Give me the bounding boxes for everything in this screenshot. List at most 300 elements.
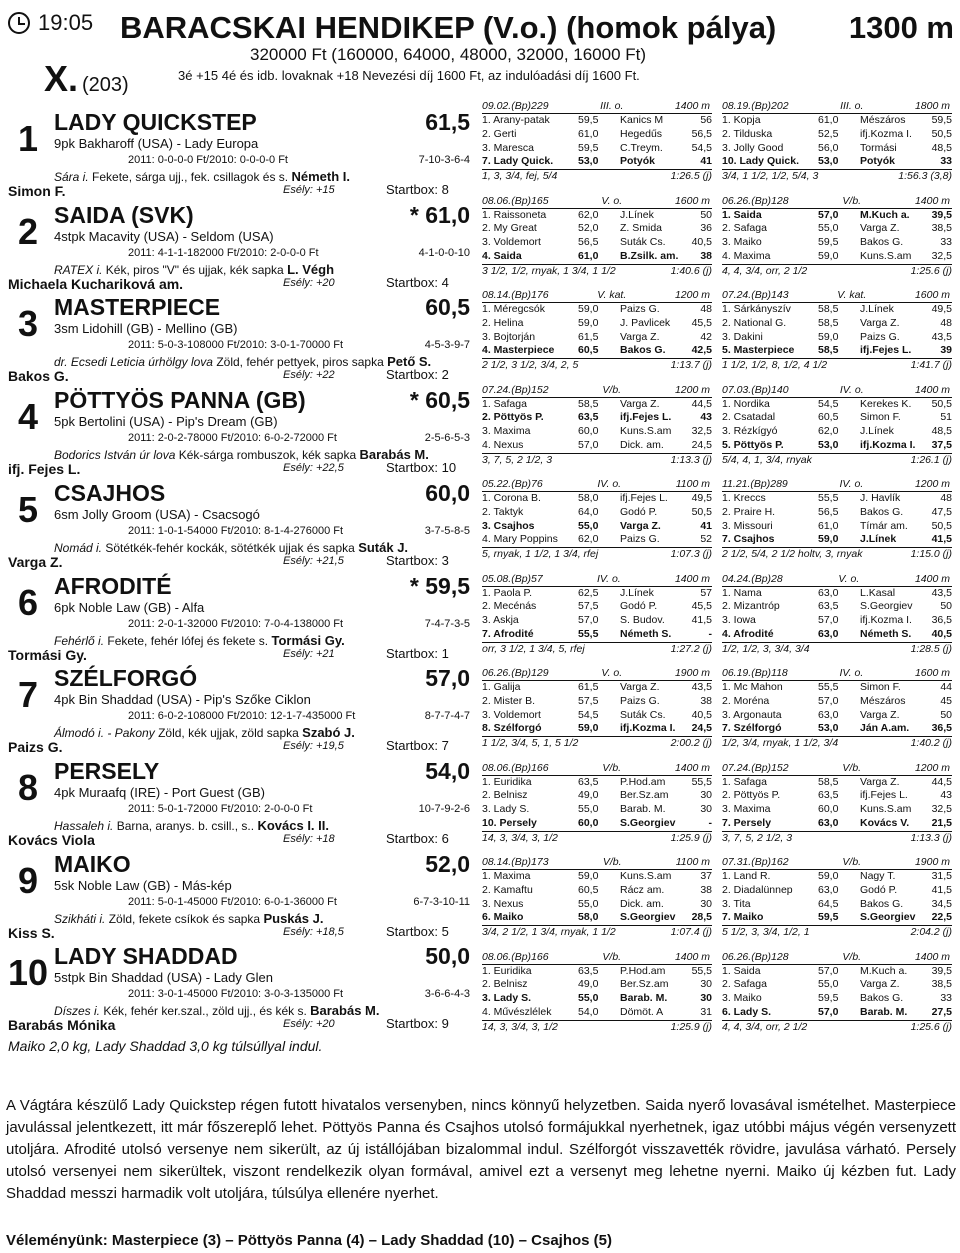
result-jockey: Németh S. — [620, 627, 672, 640]
horse-stats — [128, 525, 470, 537]
result-horse: 2. Csatadal — [722, 411, 776, 424]
result-header — [482, 195, 712, 209]
result-horse: 6. Lady S. — [722, 1005, 772, 1018]
result-rating: 39,5 — [931, 964, 952, 977]
result-row — [722, 614, 952, 628]
result-weight: 60,5 — [818, 411, 839, 424]
horse-startbox: Startbox: 10 — [386, 460, 457, 476]
result-summary — [482, 547, 712, 562]
result-row — [482, 587, 712, 601]
horse-startbox: Startbox: 4 — [386, 274, 449, 290]
result-jockey: Kuns.S.am — [860, 249, 912, 262]
result-row — [722, 520, 952, 534]
result-rating: 52 — [700, 533, 712, 546]
result-rating: 48 — [940, 316, 952, 329]
result-weight: 59,5 — [578, 114, 599, 126]
result-weight: 53,0 — [578, 155, 599, 168]
horse-stats — [128, 247, 470, 259]
horse-weight: 50,0 — [425, 943, 470, 970]
result-jockey: Ber.Sz.am — [620, 789, 669, 802]
result-rating: 33 — [940, 155, 952, 168]
result-weight: 60,5 — [578, 344, 599, 357]
result-weight: 57,0 — [818, 694, 839, 707]
jockey-name: Paizs G. — [8, 739, 63, 756]
result-rating: 41 — [700, 155, 712, 168]
horse-stats — [128, 710, 470, 722]
result-rating: 56 — [700, 114, 712, 126]
result-rating: 41,5 — [931, 533, 952, 546]
result-rating: 41,5 — [931, 883, 952, 896]
horse-owner — [54, 725, 355, 740]
result-row — [482, 870, 712, 884]
result-block — [482, 856, 958, 948]
result-summary — [482, 831, 712, 846]
result-horse: 7. Csajhos — [722, 533, 775, 546]
result-row — [722, 817, 952, 831]
result-race — [482, 856, 712, 940]
result-jockey: Potyók — [860, 155, 896, 168]
horse-earnings: 2011: 2-0-2-78000 Ft/2010: 6-0-2-72000 Ft — [128, 432, 337, 445]
horse-form: 3-7-5-8-5 — [424, 524, 470, 537]
horse-pedigree: 5sk Noble Law (GB) - Más-kép — [54, 877, 232, 893]
result-block — [482, 951, 958, 1043]
result-weight: 57,0 — [578, 614, 599, 627]
result-jockey: J.Línek — [620, 208, 654, 221]
horse-name: AFRODITÉ — [54, 572, 172, 599]
trainer-name: Pető S. — [387, 354, 432, 370]
result-margins: 2 1/2, 3 1/2, 3/4, 2, 5 — [482, 359, 579, 372]
horse-weight: 61,5 — [425, 109, 470, 135]
result-weight: 59,0 — [818, 249, 839, 262]
result-header — [722, 951, 952, 965]
result-race — [722, 289, 952, 373]
result-jockey: ifj.Kozma I. — [620, 722, 676, 735]
result-row — [482, 142, 712, 156]
result-horse: 3. Lady S. — [482, 803, 530, 816]
result-horse: 1. Paola P. — [482, 586, 533, 599]
result-weight: 53,0 — [818, 722, 839, 735]
horse-chance: Esély: +18,5 — [283, 925, 344, 938]
result-class: V/b. — [602, 761, 622, 774]
result-horse: 3. Csajhos — [482, 519, 535, 532]
result-date: 08.14.(Bp)176 — [482, 289, 549, 301]
result-horse: 1. Land R. — [722, 870, 771, 882]
result-header — [722, 667, 952, 681]
jockey-name: Bakos G. — [8, 368, 69, 385]
result-jockey: Rácz am. — [620, 883, 665, 896]
result-race — [482, 762, 712, 846]
result-rating: 40,5 — [691, 236, 712, 249]
result-time: 1:26.5 (j) — [670, 170, 712, 183]
result-horse: 3. Missouri — [722, 519, 773, 532]
result-horse: 1. Safaga — [722, 775, 767, 788]
result-rating: 24,5 — [691, 722, 712, 735]
result-jockey: ifj.Fejes L. — [860, 344, 912, 357]
result-row — [722, 128, 952, 142]
result-row — [482, 533, 712, 547]
result-jockey: Kuns.S.am — [620, 425, 672, 438]
horse-name: MASTERPIECE — [54, 294, 221, 321]
result-weight: 57,0 — [818, 964, 839, 977]
result-race — [722, 762, 952, 846]
result-summary — [722, 736, 952, 751]
racing-colors: Fekete, fehér lófej és fekete s. — [107, 633, 269, 648]
result-time: 1:07.3 (j) — [670, 548, 712, 561]
result-row — [482, 344, 712, 358]
result-rating: 50,5 — [931, 127, 952, 140]
result-weight: 59,0 — [818, 870, 839, 882]
result-rating: 37 — [700, 870, 712, 882]
result-row — [482, 898, 712, 912]
result-margins: 4, 4, 3/4, orr, 2 1/2 — [722, 1020, 808, 1033]
result-weight: 55,0 — [578, 803, 599, 816]
result-header — [722, 195, 952, 209]
result-jockey: B.Zsilk. am. — [620, 249, 679, 262]
result-row — [722, 209, 952, 223]
racing-colors: Fekete, sárga ujj., fek. csillagok és s. — [92, 170, 289, 184]
result-jockey: Mészáros — [860, 694, 906, 707]
result-rating: 34,5 — [931, 897, 952, 910]
result-rating: 44,5 — [691, 397, 712, 410]
result-horse: 3. Nexus — [482, 897, 524, 910]
result-horse: 2. Praire H. — [722, 505, 776, 518]
result-time: 1:07.4 (j) — [670, 926, 712, 939]
result-rating: 48 — [940, 492, 952, 504]
result-horse: 2. Mister B. — [482, 694, 536, 707]
result-rating: 50 — [940, 600, 952, 613]
result-row — [722, 250, 952, 264]
result-horse: 1. Safaga — [482, 397, 527, 410]
result-horse: 3. Maxima — [722, 803, 771, 816]
result-class: V. o. — [838, 572, 860, 585]
result-horse: 3. Maiko — [722, 992, 762, 1005]
horse-weight: 54,0 — [425, 757, 470, 784]
owner-name: Bodorics István úr lova — [54, 448, 176, 463]
result-row — [482, 506, 712, 520]
result-row — [482, 681, 712, 695]
result-date: 05.08.(Bp)57 — [482, 572, 543, 585]
result-horse: 3. Argonauta — [722, 708, 782, 721]
result-summary — [722, 1020, 952, 1035]
result-race — [722, 667, 952, 751]
result-rating: 50 — [700, 208, 712, 221]
result-row — [722, 506, 952, 520]
result-weight: 62,0 — [578, 208, 599, 221]
result-jockey: Godó P. — [860, 883, 898, 896]
result-block — [482, 667, 958, 759]
result-rating: 30 — [700, 897, 712, 910]
result-row — [482, 411, 712, 425]
result-row — [482, 317, 712, 331]
result-jockey: Bakos G. — [860, 897, 904, 910]
horse-name: PERSELY — [54, 757, 160, 784]
result-horse: 4. Művészlélek — [482, 1005, 552, 1018]
horse-chance: Esély: +18 — [283, 832, 335, 845]
result-horse: 3. Jolly Good — [722, 141, 784, 154]
result-jockey: Dick. am. — [620, 438, 664, 451]
horse-entry — [8, 281, 478, 385]
result-rating: 42,5 — [691, 344, 712, 357]
horse-chance: Esély: +22 — [283, 369, 335, 382]
horse-earnings: 2011: 5-0-3-108000 Ft/2010: 3-0-1-70000 Ft — [128, 339, 344, 352]
result-weight: 60,0 — [818, 803, 839, 816]
result-class: III. o. — [600, 100, 624, 112]
horse-entry — [8, 838, 478, 941]
result-weight: 63,0 — [818, 627, 839, 640]
result-horse: 3. Voldemort — [482, 708, 541, 721]
result-horse: 2. Kamaftu — [482, 883, 533, 896]
horse-entry — [8, 189, 478, 292]
result-class: V/b. — [842, 950, 862, 963]
result-weight: 58,5 — [818, 775, 839, 788]
jockey-name: Barabás Mónika — [8, 1017, 116, 1034]
result-header — [482, 384, 712, 398]
result-rating: 21,5 — [931, 816, 952, 829]
result-header — [482, 856, 712, 870]
result-weight: 57,0 — [578, 438, 599, 451]
horse-startbox: Startbox: 5 — [386, 923, 449, 939]
owner-name: Díszes i. — [54, 1004, 101, 1019]
result-horse: 5. Pöttyös P. — [722, 438, 784, 451]
result-time: 1:28.5 (j) — [910, 642, 952, 655]
result-rating: 40,5 — [931, 627, 952, 640]
racing-colors: Sötétkék-fehér kockák, sötétkék ujjak és sapka — [105, 540, 355, 555]
result-block — [482, 195, 958, 287]
result-jockey: Dick. am. — [620, 897, 664, 910]
owner-name: Sára i. — [54, 170, 89, 184]
result-row — [482, 439, 712, 453]
result-horse: 10. Lady Quick. — [722, 155, 800, 168]
result-weight: 56,5 — [818, 505, 839, 518]
result-row — [482, 884, 712, 898]
horse-form: 10-7-9-2-6 — [418, 802, 470, 815]
result-jockey: Varga Z. — [620, 330, 660, 343]
horse-chance: Esély: +21 — [283, 647, 335, 660]
owner-name: Fehérlő i. — [54, 633, 105, 648]
result-rating: 59,5 — [931, 114, 952, 126]
result-weight: 62,0 — [578, 533, 599, 546]
result-time: 2:00.2 (j) — [670, 737, 712, 750]
result-summary — [482, 1020, 712, 1035]
result-summary — [722, 642, 952, 657]
jockey-name: Michaela Kuchariková am. — [8, 275, 184, 292]
result-weight: 55,5 — [578, 627, 599, 640]
horse-startbox: Startbox: 1 — [386, 645, 449, 661]
result-distance: 1800 m — [914, 100, 950, 112]
result-row — [722, 870, 952, 884]
result-row — [722, 965, 952, 979]
result-row — [722, 222, 952, 236]
race-analysis: A Vágtára készülő Lady Quickstep régen futott hivatalos versenyben, nincs könnyű helyzetben. Saida nyerő lovasával ismételhet. Masterpiece javulással jelentkezett, itt már főszereplő lehet. Pöttyös Panna és Csajhos utolsó formájukkal nyerhetnek, igaz utóbbi május végén versenyzett utoljára. Afrodité utolsó versenye nem sikerült, az új istállójában bizalommal indul. Szélforgót visszavették rövidre, javulása várható. Persely utolsó versenyei nem sikerültek, viszont rendelkezik olyan formával, amivel ezt a versenyt meg lehetne nyerni. Maiko új kézben fut. Lady Shaddad messzi harmadik volt utoljára, túlsúlya ellenére nyerhet. — [6, 1097, 956, 1202]
result-jockey: Paizs G. — [860, 330, 900, 343]
result-row — [482, 236, 712, 250]
horse-earnings: 2011: 1-0-1-54000 Ft/2010: 8-1-4-276000 Ft — [128, 524, 344, 537]
result-weight: 60,5 — [578, 883, 599, 896]
result-header — [722, 478, 952, 492]
result-row — [722, 236, 952, 250]
result-weight: 63,0 — [818, 708, 839, 721]
result-margins: 3/4, 1 1/2, 1/2, 5/4, 3 — [722, 170, 819, 183]
owner-name: Álmodó i. - Pakony — [54, 726, 155, 741]
result-race — [482, 667, 712, 751]
result-summary — [722, 169, 952, 184]
horse-number: 2 — [17, 210, 39, 252]
result-horse: 2. Belnisz — [482, 789, 528, 802]
result-rating: 45 — [940, 694, 952, 707]
result-jockey: Kuns.S.am — [860, 803, 912, 816]
result-row — [482, 817, 712, 831]
result-class: IV. o. — [597, 478, 622, 490]
result-weight: 58,0 — [578, 492, 599, 504]
horse-pedigree: 3sm Lidohill (GB) - Mellino (GB) — [54, 321, 238, 337]
horse-pedigree: 6pk Noble Law (GB) - Alfa — [54, 599, 205, 615]
result-class: V. kat. — [597, 289, 627, 301]
result-header — [482, 573, 712, 587]
result-block — [482, 478, 958, 570]
result-summary — [722, 925, 952, 940]
result-rating: 54,5 — [691, 141, 712, 154]
result-weight: 52,5 — [818, 127, 839, 140]
result-row — [722, 1006, 952, 1020]
result-jockey: Bakos G. — [860, 992, 904, 1005]
result-row — [722, 709, 952, 723]
jockey-name: Varga Z. — [8, 553, 63, 570]
result-jockey: Varga Z. — [860, 978, 900, 991]
result-margins: 1 1/2, 3/4, 5, 1, 5 1/2 — [482, 737, 579, 750]
result-race — [722, 573, 952, 657]
result-header — [722, 762, 952, 776]
result-row — [482, 776, 712, 790]
result-row — [722, 722, 952, 736]
horse-name: CSAJHOS — [54, 479, 166, 506]
horse-owner — [54, 633, 345, 648]
result-weight: 49,0 — [578, 789, 599, 802]
result-row — [722, 439, 952, 453]
result-distance: 1400 m — [914, 950, 950, 963]
result-rating: 48,5 — [931, 141, 952, 154]
result-class: IV. o. — [839, 478, 864, 490]
result-weight: 59,5 — [818, 236, 839, 249]
result-rating: 31,5 — [931, 870, 952, 882]
result-summary — [722, 831, 952, 846]
horse-number: 9 — [17, 859, 39, 901]
horse-startbox: Startbox: 6 — [386, 830, 449, 846]
result-date: 08.06.(Bp)166 — [482, 950, 549, 963]
result-rating: 47,5 — [931, 505, 952, 518]
result-rating: 38,5 — [931, 978, 952, 991]
result-rating: 22,5 — [931, 911, 952, 924]
result-date: 07.31.(Bp)162 — [722, 856, 789, 868]
result-horse: 1. Corona B. — [482, 492, 541, 504]
result-weight: 63,5 — [818, 789, 839, 802]
result-weight: 52,0 — [578, 222, 599, 235]
horse-pedigree: 6sm Jolly Groom (USA) - Csacsogó — [54, 506, 260, 522]
result-jockey: Varga Z. — [860, 222, 900, 235]
result-weight: 59,5 — [818, 911, 839, 924]
result-rating: 42 — [700, 330, 712, 343]
horse-startbox: Startbox: 2 — [386, 367, 449, 383]
result-rating: 56,5 — [691, 127, 712, 140]
result-row — [722, 411, 952, 425]
result-row — [482, 789, 712, 803]
result-rating: 32,5 — [931, 803, 952, 816]
result-class: V. kat. — [837, 289, 867, 301]
trainer-name: Barabás M. — [359, 447, 429, 463]
result-block — [482, 573, 958, 665]
result-jockey: Paizs G. — [620, 694, 660, 707]
result-row — [482, 992, 712, 1006]
trainer-name: L. Végh — [287, 261, 335, 277]
result-jockey: S.Georgiev — [860, 911, 916, 924]
result-row — [722, 789, 952, 803]
result-horse: 1. Euridika — [482, 964, 532, 977]
horse-pedigree: 4pk Bin Shaddad (USA) - Pip's Szőke Ciklon — [54, 692, 311, 708]
trainer-name: Németh I. — [291, 169, 350, 184]
race-prize: 320000 Ft (160000, 64000, 48000, 32000, 16000 Ft) — [250, 45, 647, 64]
horse-form: 8-7-7-4-7 — [424, 710, 470, 723]
result-summary — [482, 925, 712, 940]
result-header — [482, 951, 712, 965]
race-number-label: X. — [44, 58, 79, 99]
result-row — [722, 911, 952, 925]
result-jockey: L.Kasal — [860, 586, 896, 599]
result-header — [722, 573, 952, 587]
result-jockey: Godó P. — [620, 505, 658, 518]
horse-entry — [8, 467, 478, 570]
result-jockey: Potyók — [620, 155, 656, 168]
result-row — [482, 492, 712, 506]
trainer-name: Kovács I. II. — [257, 817, 329, 833]
result-date: 09.02.(Bp)229 — [482, 100, 549, 112]
result-jockey: Simon F. — [860, 681, 901, 693]
result-race — [482, 951, 712, 1035]
result-rating: 30 — [700, 803, 712, 816]
result-distance: 1200 m — [674, 289, 710, 301]
result-rating: 24,5 — [691, 438, 712, 451]
result-horse: 3. Maresca — [482, 141, 534, 154]
horse-owner — [54, 262, 334, 277]
horse-name: LADY QUICKSTEP — [54, 109, 257, 135]
result-weight: 61,5 — [578, 330, 599, 343]
result-jockey: C.Treym. — [620, 141, 663, 154]
result-race — [482, 384, 712, 468]
result-weight: 61,0 — [578, 249, 599, 262]
result-jockey: P.Hod.am — [620, 964, 666, 977]
result-jockey: Varga Z. — [860, 316, 900, 329]
result-row — [482, 155, 712, 169]
result-summary — [482, 358, 712, 373]
result-weight: 55,5 — [818, 492, 839, 504]
horse-number: 10 — [8, 952, 49, 994]
horse-pedigree: 4stpk Macavity (USA) - Seldom (USA) — [54, 228, 274, 244]
horse-owner — [54, 447, 429, 462]
result-date: 08.19.(Bp)202 — [722, 100, 789, 112]
racing-colors: Kék-sárga rombuszok, kék sapka — [178, 448, 357, 463]
horse-startbox: Startbox: 8 — [386, 182, 449, 197]
result-rating: 48,5 — [931, 425, 952, 438]
result-weight: 63,0 — [818, 816, 839, 829]
result-rating: - — [708, 627, 712, 640]
horse-chance: Esély: +20 — [283, 276, 335, 289]
result-weight: 55,0 — [818, 978, 839, 991]
jockey-name: Kovács Viola — [8, 831, 95, 848]
horse-chance: Esély: +21,5 — [283, 554, 344, 567]
result-header — [482, 478, 712, 492]
result-rating: 36,5 — [931, 614, 952, 627]
result-jockey: Simon F. — [860, 411, 901, 424]
result-horse: 3. Lady S. — [482, 992, 532, 1005]
result-jockey: Suták Cs. — [620, 236, 666, 249]
